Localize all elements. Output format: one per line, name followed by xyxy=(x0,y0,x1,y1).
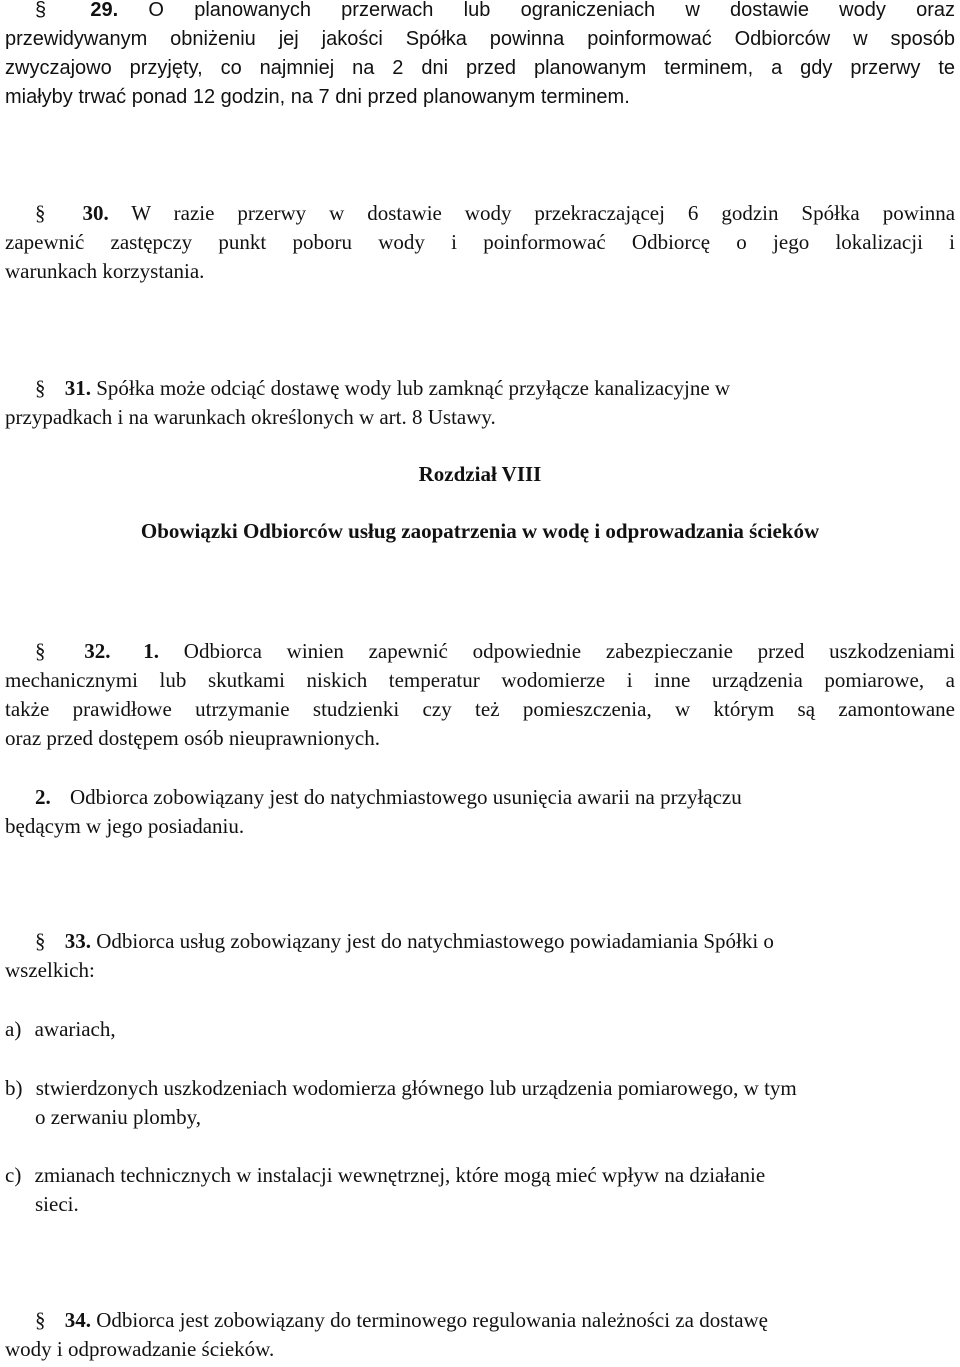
paragraph-34 xyxy=(5,1306,955,1364)
section-sign: § xyxy=(35,376,46,400)
item-number: 2. xyxy=(35,785,51,809)
paragraph-line: mechanicznymi lub skutkami niskich temperatur wodomierze i inne urządzenia pomiarowe, a xyxy=(5,668,955,692)
list-item-c xyxy=(5,1161,955,1219)
list-item-b xyxy=(5,1074,955,1132)
list-text: sieci. xyxy=(35,1192,79,1216)
paragraph-line: także prawidłowe utrzymanie studzienki czy też pomieszczenia, w którym są zamontowane xyxy=(5,697,955,721)
list-text: awariach, xyxy=(34,1017,116,1041)
paragraph-line: W razie przerwy w dostawie wody przekraczającej 6 godzin Spółka powinna xyxy=(131,201,956,225)
paragraph-30 xyxy=(5,199,955,286)
paragraph-line: O planowanych przerwach lub ograniczeniach w dostawie wody oraz xyxy=(148,0,955,21)
paragraph-number: 31. xyxy=(64,376,91,400)
paragraph-32-item-2 xyxy=(5,783,955,841)
paragraph-number: 33. xyxy=(64,929,91,953)
paragraph-33 xyxy=(5,927,955,985)
paragraph-line: przewidywanym obniżeniu jej jakości Spółka powinna poinformować Odbiorców w sposób xyxy=(5,28,955,50)
paragraph-line: warunkach korzystania. xyxy=(5,259,205,283)
list-label: c) xyxy=(5,1163,22,1187)
paragraph-line: przypadkach i na warunkach określonych w art. 8 Ustawy. xyxy=(5,405,496,429)
paragraph-line: Spółka może odciąć dostawę wody lub zamknąć przyłącze kanalizacyjne w xyxy=(96,376,731,400)
paragraph-32 xyxy=(5,637,955,753)
paragraph-line: zwyczajowo przyjęty, co najmniej na 2 dni przed planowanym terminem, a gdy przerwy te xyxy=(5,57,955,79)
paragraph-line: Odbiorca usług zobowiązany jest do natychmiastowego powiadamiania Spółki o xyxy=(96,929,774,953)
section-sign: § xyxy=(35,1308,46,1332)
paragraph-line: wszelkich: xyxy=(5,958,95,982)
paragraph-number: 34. xyxy=(64,1308,91,1332)
paragraph-line: Odbiorca jest zobowiązany do terminowego regulowania należności za dostawę xyxy=(96,1308,769,1332)
paragraph-line: Odbiorca zobowiązany jest do natychmiastowego usunięcia awarii na przyłączu xyxy=(70,785,742,809)
chapter-subtitle: Obowiązki Odbiorców usług zaopatrzenia w wodę i odprowadzania ścieków xyxy=(140,519,820,543)
list-label: b) xyxy=(5,1076,23,1100)
paragraph-29 xyxy=(5,0,955,112)
paragraph-line: oraz przed dostępem osób nieuprawnionych. xyxy=(5,726,380,750)
list-item-a xyxy=(5,1015,955,1044)
section-sign: § xyxy=(35,639,46,663)
paragraph-number: 32. xyxy=(84,639,111,663)
paragraph-number: 30. xyxy=(82,201,109,225)
section-sign: § xyxy=(35,929,46,953)
paragraph-line: zapewnić zastępczy punkt poboru wody i poinformować Odbiorcę o jego lokalizacji i xyxy=(5,230,955,254)
paragraph-line: będącym w jego posiadaniu. xyxy=(5,814,245,838)
paragraph-31 xyxy=(5,374,955,432)
paragraph-line: Odbiorca winien zapewnić odpowiednie zabezpieczanie przed uszkodzeniami xyxy=(183,639,956,663)
section-sign: § xyxy=(35,201,46,225)
paragraph-line: miałyby trwać ponad 12 godzin, na 7 dni przed planowanym terminem. xyxy=(5,86,630,108)
list-text: zmianach technicznych w instalacji wewnętrznej, które mogą mieć wpływ na działanie xyxy=(34,1163,766,1187)
list-text: stwierdzonych uszkodzeniach wodomierza głównego lub urządzenia pomiarowego, w tym xyxy=(35,1076,797,1100)
list-text: o zerwaniu plomby, xyxy=(35,1105,202,1129)
section-sign: § xyxy=(35,0,47,21)
chapter-title: Rozdział VIII xyxy=(418,462,542,486)
paragraph-number: 29. xyxy=(90,0,119,21)
list-label: a) xyxy=(5,1017,22,1041)
item-number: 1. xyxy=(143,639,160,663)
paragraph-line: wody i odprowadzanie ścieków. xyxy=(5,1337,275,1361)
